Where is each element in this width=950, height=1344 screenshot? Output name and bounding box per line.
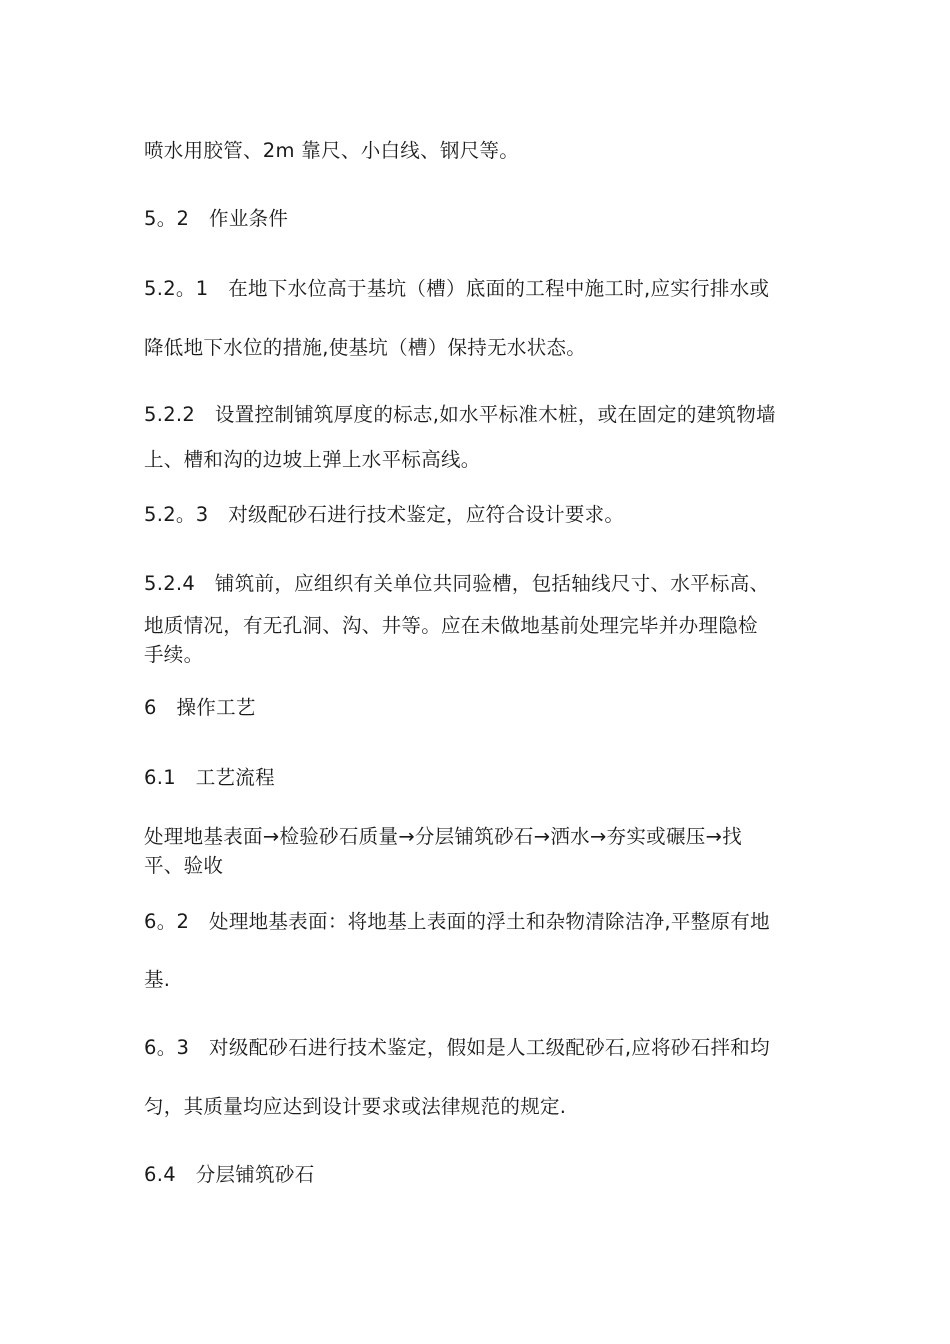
text-line-5-2-3: 5.2。3 对级配砂石进行技术鉴定，应符合设计要求。 [144,503,625,526]
text-line-6-3-cont: 匀，其质量均应达到设计要求或法律规范的规定. [144,1095,567,1118]
text-line-5-2-1-cont: 降低地下水位的措施,使基坑（槽）保持无水状态。 [144,336,587,359]
text-line-5-2-2-cont: 上、槽和沟的边坡上弹上水平标高线。 [144,448,481,471]
text-line-5-2-1: 5.2。1 在地下水位高于基坑（槽）底面的工程中施工时,应实行排水或 [144,277,770,300]
heading-5-2: 5。2 作业条件 [144,207,289,230]
text-line-6-3: 6。3 对级配砂石进行技术鉴定，假如是人工级配砂石,应将砂石拌和均 [144,1036,770,1059]
text-line-process-flow-cont: 平、验收 [144,854,224,877]
text-line-equipment: 喷水用胶管、2m 靠尺、小白线、钢尺等。 [144,139,520,162]
text-line-5-2-4: 5.2.4 铺筑前，应组织有关单位共同验槽，包括轴线尺寸、水平标高、 [144,572,770,595]
text-line-6-2: 6。2 处理地基表面：将地基上表面的浮土和杂物清除洁净,平整原有地 [144,910,770,933]
text-line-5-2-2: 5.2.2 设置控制铺筑厚度的标志,如水平标准木桩，或在固定的建筑物墙 [144,403,776,426]
text-line-5-2-4-cont2: 手续。 [144,643,204,666]
text-line-6-2-cont: 基. [144,968,171,991]
heading-6: 6 操作工艺 [144,696,256,719]
text-line-5-2-4-cont: 地质情况，有无孔洞、沟、井等。应在未做地基前处理完毕并办理隐检 [144,614,758,637]
text-line-process-flow: 处理地基表面→检验砂石质量→分层铺筑砂石→洒水→夯实或碾压→找 [144,825,742,848]
heading-6-1: 6.1 工艺流程 [144,766,275,789]
heading-6-4: 6.4 分层铺筑砂石 [144,1163,315,1186]
